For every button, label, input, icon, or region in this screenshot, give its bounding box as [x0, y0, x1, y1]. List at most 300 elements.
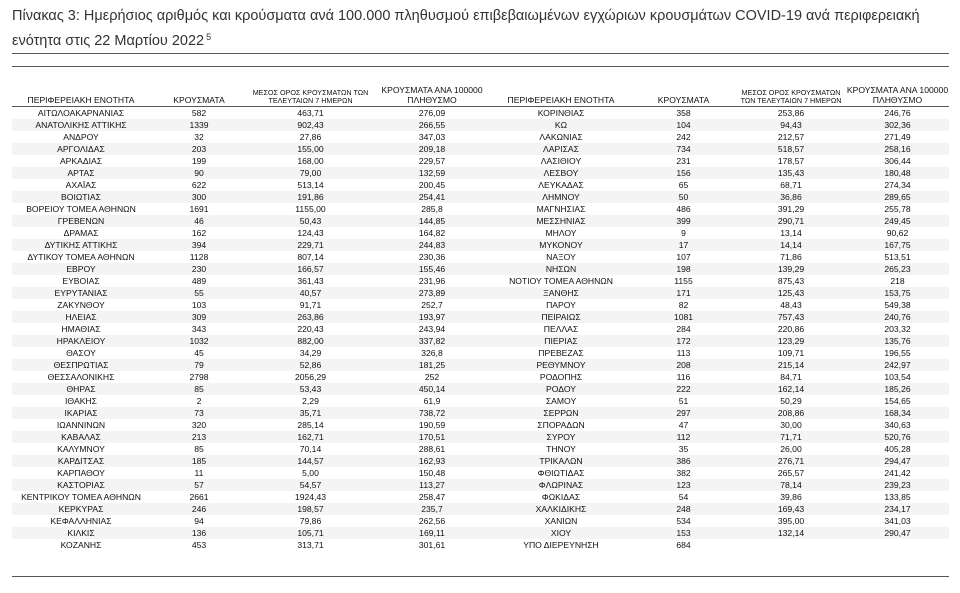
cases-cell: 35: [678, 444, 689, 454]
per100k-cell: 218: [890, 276, 905, 286]
region-cell: ΕΒΡΟΥ: [12, 263, 150, 275]
per100k-cell: 242,97: [846, 359, 949, 371]
per100k-cell: 169,11: [373, 527, 491, 539]
table-row: [12, 263, 949, 275]
region-cell: ΗΡΑΚΛΕΙΟΥ: [12, 335, 150, 347]
avg7-cell: 71,71: [736, 431, 846, 443]
table-row: [12, 251, 949, 263]
per100k-cell: 254,41: [373, 191, 491, 203]
table-row: [12, 167, 949, 179]
table-row: [12, 275, 949, 287]
per100k-cell: 240,76: [846, 311, 949, 323]
per100k-cell: 266,55: [373, 119, 491, 131]
region-cell: ΓΡΕΒΕΝΩΝ: [12, 215, 150, 227]
cases-cell: 85: [150, 383, 248, 395]
avg7-cell: 36,86: [736, 191, 846, 203]
cases-cell: 622: [191, 180, 207, 190]
region-cell: ΘΗΡΑΣ: [12, 383, 150, 395]
avg7-cell: 1155,00: [295, 204, 326, 214]
per100k-cell: 274,34: [884, 180, 911, 190]
region-cell: ΚΑΣΤΟΡΙΑΣ: [12, 479, 150, 491]
table-header-row: [12, 83, 949, 107]
col-header-cases: ΚΡΟΥΣΜΑΤΑ: [150, 83, 248, 107]
table-row: [12, 299, 949, 311]
cases-cell: 171: [631, 287, 736, 299]
table-row: [12, 527, 949, 539]
region-cell: ΚΕΡΚΥΡΑΣ: [12, 503, 150, 515]
region-cell: ΦΘΙΩΤΙΔΑΣ: [537, 468, 585, 478]
avg7-cell: 34,29: [299, 348, 322, 358]
region-cell: ΒΟΙΩΤΙΑΣ: [12, 191, 150, 203]
avg7-cell: 139,29: [736, 263, 846, 275]
avg7-cell: 2,29: [302, 396, 319, 406]
avg7-cell: 50,43: [248, 215, 373, 227]
avg7-cell: 40,57: [248, 287, 373, 299]
region-cell: ΧΙΟΥ: [491, 527, 631, 539]
avg7-cell: 285,14: [297, 420, 324, 430]
cases-cell: 82: [678, 300, 689, 310]
avg7-cell: 757,43: [736, 311, 846, 323]
per100k-cell: 271,49: [884, 132, 911, 142]
avg7-cell: 48,43: [780, 300, 802, 310]
region-cell: ΗΜΑΘΙΑΣ: [61, 324, 101, 334]
col-header-per100k: ΚΡΟΥΣΜΑΤΑ ΑΝΑ 100000 ΠΛΗΘΥΣΜΟ: [846, 85, 949, 105]
region-cell: ΣΕΡΡΩΝ: [491, 407, 631, 419]
region-cell: ΝΟΤΙΟΥ ΤΟΜΕΑ ΑΘΗΝΩΝ: [509, 276, 613, 286]
region-cell: ΚΙΛΚΙΣ: [12, 527, 150, 539]
per100k-cell: 450,14: [373, 383, 491, 395]
cases-cell: 246: [150, 503, 248, 515]
cases-cell: 112: [631, 431, 736, 443]
per100k-cell: 285,8: [421, 204, 443, 214]
region-cell: ΘΑΣΟΥ: [66, 348, 96, 358]
per100k-cell: 306,44: [884, 156, 911, 166]
table-row: [12, 311, 949, 323]
avg7-cell: 91,71: [299, 300, 322, 310]
avg7-cell: 215,14: [736, 359, 846, 371]
region-cell: ΚΑΛΥΜΝΟΥ: [57, 444, 105, 454]
cases-cell: 113: [676, 348, 691, 358]
table-row: [12, 539, 949, 551]
region-cell: ΦΛΩΡΙΝΑΣ: [491, 479, 631, 491]
avg7-cell: 124,43: [297, 228, 324, 238]
avg7-cell: 265,57: [777, 468, 805, 478]
per100k-cell: 276,09: [418, 108, 446, 118]
caption-text: Πίνακας 3: Ημερήσιος αριθμός και κρούσματα ανά 100.000 πληθυσμού επιβεβαιωμένων εγχώριων κρουσμάτων COVID-19 ανά περιφερειακή ενότητα στις 22 Μαρτίου 2022: [12, 8, 920, 49]
avg7-cell: 208,86: [736, 407, 846, 419]
per100k-cell: 241,42: [884, 468, 911, 478]
cases-cell: 45: [194, 348, 204, 358]
table-row: [12, 395, 949, 407]
per100k-cell: 252,7: [421, 300, 443, 310]
table-row: [12, 503, 949, 515]
region-cell: ΣΑΜΟΥ: [545, 396, 577, 406]
region-cell: ΚΩ: [491, 119, 631, 131]
avg7-cell: [736, 539, 846, 551]
table-row: [12, 443, 949, 455]
cases-cell: 79: [150, 359, 248, 371]
avg7-cell: 162,14: [736, 383, 846, 395]
table-row: [12, 431, 949, 443]
cases-cell: 199: [191, 156, 207, 166]
per100k-cell: 196,55: [884, 348, 911, 358]
cases-cell: 453: [191, 540, 207, 550]
table-row: [12, 143, 949, 155]
table-bottom-rule: [12, 576, 949, 577]
cases-cell: 1155: [674, 276, 693, 286]
cases-cell: 534: [676, 516, 691, 526]
avg7-cell: 70,14: [299, 444, 322, 454]
per100k-cell: 244,83: [373, 239, 491, 251]
region-cell: ΘΕΣΣΑΛΟΝΙΚΗΣ: [47, 372, 115, 382]
region-cell: ΑΝΔΡΟΥ: [63, 132, 99, 142]
cases-cell: 65: [678, 180, 689, 190]
avg7-cell: 875,43: [777, 276, 805, 286]
avg7-cell: 463,71: [297, 108, 324, 118]
region-cell: ΜΑΓΝΗΣΙΑΣ: [536, 204, 586, 214]
cases-cell: 2661: [189, 492, 209, 502]
per100k-cell: 170,51: [373, 431, 491, 443]
region-cell: ΚΑΒΑΛΑΣ: [12, 431, 150, 443]
region-cell: ΘΕΣΠΡΩΤΙΑΣ: [12, 359, 150, 371]
region-cell: ΑΡΓΟΛΙΔΑΣ: [12, 143, 150, 155]
cases-cell: 185: [150, 455, 248, 467]
avg7-cell: 109,71: [777, 348, 805, 358]
cases-cell: 1081: [631, 311, 736, 323]
region-cell: ΑΧΑΪΑΣ: [65, 180, 97, 190]
region-cell: ΜΥΚΟΝΟΥ: [491, 239, 631, 251]
region-cell: ΝΑΞΟΥ: [546, 252, 576, 262]
col-header-avg7: ΜΕΣΟΣ ΟΡΟΣ ΚΡΟΥΣΜΑΤΩΝ ΤΩΝ ΤΕΛΕΥΤΑΙΩΝ 7 ΗΜΕΡΩΝ: [248, 83, 373, 107]
region-cell: ΛΕΣΒΟΥ: [491, 167, 631, 179]
per100k-cell: 549,38: [884, 300, 911, 310]
avg7-cell: 35,71: [248, 407, 373, 419]
avg7-cell: 94,43: [736, 119, 846, 131]
per100k-cell: 301,61: [418, 540, 446, 550]
per100k-cell: 150,48: [418, 468, 446, 478]
region-cell: ΖΑΚΥΝΘΟΥ: [57, 300, 105, 310]
table-row: [12, 359, 949, 371]
cases-cell: 2798: [189, 372, 209, 382]
avg7-cell: 84,71: [780, 372, 802, 382]
avg7-cell: 5,00: [302, 468, 319, 478]
per100k-cell: 162,93: [373, 455, 491, 467]
region-cell: ΛΑΚΩΝΙΑΣ: [539, 132, 583, 142]
table-row: [12, 179, 949, 191]
table-row: [12, 455, 949, 467]
per100k-cell: 230,36: [418, 252, 446, 262]
region-cell: ΚΕΝΤΡΙΚΟΥ ΤΟΜΕΑ ΑΘΗΝΩΝ: [21, 492, 141, 502]
avg7-cell: 276,71: [736, 455, 846, 467]
cases-cell: 11: [194, 468, 204, 478]
per100k-cell: 249,45: [846, 215, 949, 227]
cases-cell: 172: [631, 335, 736, 347]
per100k-cell: 289,65: [846, 191, 949, 203]
per100k-cell: 167,75: [846, 239, 949, 251]
region-cell: ΙΘΑΚΗΣ: [65, 396, 97, 406]
cases-cell: 203: [150, 143, 248, 155]
avg7-cell: 882,00: [248, 335, 373, 347]
cases-cell: 1339: [150, 119, 248, 131]
cases-cell: 136: [150, 527, 248, 539]
avg7-cell: 68,71: [780, 180, 802, 190]
cases-cell: 156: [631, 167, 736, 179]
cases-cell: 489: [191, 276, 207, 286]
region-cell: ΑΡΤΑΣ: [12, 167, 150, 179]
per100k-cell: 181,25: [373, 359, 491, 371]
per100k-cell: 235,7: [373, 503, 491, 515]
per100k-cell: 234,17: [846, 503, 949, 515]
region-cell: ΝΗΣΩΝ: [491, 263, 631, 275]
region-cell: ΔΥΤΙΚΗΣ ΑΤΤΙΚΗΣ: [12, 239, 150, 251]
avg7-cell: 395,00: [777, 516, 805, 526]
region-cell: ΕΥΒΟΙΑΣ: [62, 276, 100, 286]
avg7-cell: 220,86: [777, 324, 805, 334]
per100k-cell: 164,82: [418, 228, 446, 238]
region-cell: ΛΑΣΙΘΙΟΥ: [540, 156, 582, 166]
region-cell: ΠΡΕΒΕΖΑΣ: [538, 348, 584, 358]
cases-cell: 17: [631, 239, 736, 251]
region-cell: ΚΟΡΙΝΘΙΑΣ: [537, 108, 585, 118]
per100k-cell: 520,76: [846, 431, 949, 443]
avg7-cell: 50,29: [780, 396, 802, 406]
table-row: [12, 419, 949, 431]
avg7-cell: 162,71: [248, 431, 373, 443]
region-cell: ΣΥΡΟΥ: [491, 431, 631, 443]
avg7-cell: 263,86: [248, 311, 373, 323]
region-cell: ΜΗΛΟΥ: [545, 228, 577, 238]
avg7-cell: 1924,43: [294, 492, 327, 502]
per100k-cell: 326,8: [421, 348, 443, 358]
per100k-cell: 243,94: [418, 324, 446, 334]
avg7-cell: 169,43: [736, 503, 846, 515]
avg7-cell: 168,00: [297, 156, 324, 166]
avg7-cell: 229,71: [248, 239, 373, 251]
cases-cell: 103: [191, 300, 207, 310]
table-row: [12, 239, 949, 251]
table-top-rule: [12, 66, 949, 67]
avg7-cell: 78,14: [736, 479, 846, 491]
cases-cell: 32: [194, 132, 204, 142]
table-row: [12, 287, 949, 299]
cases-cell: 2: [196, 396, 202, 406]
cases-cell: 116: [676, 372, 691, 382]
region-cell: ΠΕΛΛΑΣ: [543, 324, 579, 334]
per100k-cell: 229,57: [418, 156, 446, 166]
avg7-cell: 30,00: [780, 420, 802, 430]
per100k-cell: 135,76: [846, 335, 949, 347]
caption-footnote: 5: [206, 32, 212, 42]
avg7-cell: 2056,29: [294, 372, 327, 382]
cases-cell: 153: [631, 527, 736, 539]
avg7-cell: 79,00: [248, 167, 373, 179]
cases-cell: 57: [150, 479, 248, 491]
avg7-cell: 198,57: [248, 503, 373, 515]
avg7-cell: 79,86: [299, 516, 322, 526]
cases-cell: 242: [676, 132, 691, 142]
per100k-cell: 133,85: [884, 492, 911, 502]
per100k-cell: 144,85: [373, 215, 491, 227]
cases-cell: 50: [631, 191, 736, 203]
cases-cell: 382: [676, 468, 691, 478]
cases-cell: 582: [191, 108, 207, 118]
covid-cases-table: [12, 83, 949, 551]
region-cell: ΡΕΘΥΜΝΟΥ: [491, 359, 631, 371]
cases-cell: 248: [631, 503, 736, 515]
region-cell: ΑΝΑΤΟΛΙΚΗΣ ΑΤΤΙΚΗΣ: [12, 119, 150, 131]
avg7-cell: 105,71: [248, 527, 373, 539]
region-cell: ΞΑΝΘΗΣ: [491, 287, 631, 299]
per100k-cell: [846, 539, 949, 551]
avg7-cell: 290,71: [736, 215, 846, 227]
cases-cell: 300: [150, 191, 248, 203]
per100k-cell: 61,9: [423, 396, 441, 406]
avg7-cell: 54,57: [248, 479, 373, 491]
cases-cell: 684: [676, 540, 691, 550]
top-rule: [12, 53, 949, 54]
per100k-cell: 203,32: [884, 324, 911, 334]
col-header-region: ΠΕΡΙΦΕΡΕΙΑΚΗ ΕΝΟΤΗΤΑ: [491, 83, 631, 107]
cases-cell: 198: [631, 263, 736, 275]
per100k-cell: 294,47: [846, 455, 949, 467]
per100k-cell: 513,51: [884, 252, 911, 262]
region-cell: ΠΕΙΡΑΙΩΣ: [491, 311, 631, 323]
region-cell: ΑΙΤΩΛΟΑΚΑΡΝΑΝΙΑΣ: [37, 108, 125, 118]
avg7-cell: 191,86: [248, 191, 373, 203]
region-cell: ΥΠΟ ΔΙΕΡΕΥΝΗΣΗ: [523, 540, 599, 550]
table-row: [12, 371, 949, 383]
col-header-per100k: ΚΡΟΥΣΜΑΤΑ ΑΝΑ 100000 ΠΛΗΘΥΣΜΟ: [373, 83, 491, 107]
per100k-cell: 168,34: [846, 407, 949, 419]
cases-cell: 358: [676, 108, 691, 118]
per100k-cell: 113,27: [373, 479, 491, 491]
region-cell: ΡΟΔΟΠΗΣ: [539, 372, 583, 382]
cases-cell: 123: [631, 479, 736, 491]
avg7-cell: 212,57: [777, 132, 805, 142]
per100k-cell: 340,63: [884, 420, 911, 430]
per100k-cell: 288,61: [418, 444, 446, 454]
table-row: [12, 335, 949, 347]
table-row: [12, 191, 949, 203]
avg7-cell: 132,14: [736, 527, 846, 539]
cases-cell: 734: [631, 143, 736, 155]
col-header-avg7: ΜΕΣΟΣ ΟΡΟΣ ΚΡΟΥΣΜΑΤΩΝ ΤΩΝ ΤΕΛΕΥΤΑΙΩΝ 7 ΗΜΕΡΩΝ: [736, 83, 846, 107]
avg7-cell: 125,43: [736, 287, 846, 299]
avg7-cell: 71,86: [780, 252, 802, 262]
cases-cell: 51: [678, 396, 689, 406]
region-cell: ΤΗΝΟΥ: [546, 444, 576, 454]
region-cell: ΑΡΚΑΔΙΑΣ: [59, 156, 103, 166]
cases-cell: 399: [631, 215, 736, 227]
avg7-cell: 144,57: [248, 455, 373, 467]
avg7-cell: 178,57: [777, 156, 805, 166]
per100k-cell: 185,26: [846, 383, 949, 395]
per100k-cell: 258,16: [846, 143, 949, 155]
table-row: [12, 407, 949, 419]
per100k-cell: 153,75: [846, 287, 949, 299]
col-header-region: ΠΕΡΙΦΕΡΕΙΑΚΗ ΕΝΟΤΗΤΑ: [12, 83, 150, 107]
region-cell: ΛΗΜΝΟΥ: [491, 191, 631, 203]
cases-cell: 213: [150, 431, 248, 443]
table-row: [12, 347, 949, 359]
cases-cell: 54: [678, 492, 689, 502]
avg7-cell: 220,43: [297, 324, 324, 334]
table-row: [12, 131, 949, 143]
per100k-cell: 265,23: [846, 263, 949, 275]
per100k-cell: 302,36: [846, 119, 949, 131]
avg7-cell: 391,29: [777, 204, 805, 214]
cases-cell: 343: [191, 324, 207, 334]
per100k-cell: 132,59: [373, 167, 491, 179]
per100k-cell: 255,78: [884, 204, 911, 214]
per100k-cell: 239,23: [846, 479, 949, 491]
per100k-cell: 103,54: [884, 372, 911, 382]
cases-cell: 90: [150, 167, 248, 179]
cases-cell: 9: [681, 228, 686, 238]
table-row: [12, 491, 949, 503]
avg7-cell: 253,86: [777, 108, 805, 118]
avg7-cell: 123,29: [736, 335, 846, 347]
avg7-cell: 39,86: [780, 492, 802, 502]
per100k-cell: 90,62: [886, 228, 909, 238]
table-row: [12, 227, 949, 239]
region-cell: ΛΑΡΙΣΑΣ: [491, 143, 631, 155]
col-header-cases: ΚΡΟΥΣΜΑΤΑ: [631, 83, 736, 107]
avg7-cell: 902,43: [248, 119, 373, 131]
cases-cell: 309: [150, 311, 248, 323]
region-cell: ΤΡΙΚΑΛΩΝ: [491, 455, 631, 467]
per100k-cell: 180,48: [846, 167, 949, 179]
region-cell: ΚΟΖΑΝΗΣ: [60, 540, 102, 550]
cases-cell: 46: [150, 215, 248, 227]
per100k-cell: 262,56: [418, 516, 446, 526]
table-row: [12, 215, 949, 227]
cases-cell: 320: [191, 420, 207, 430]
per100k-cell: 252: [424, 372, 440, 382]
avg7-cell: 53,43: [248, 383, 373, 395]
per100k-cell: 193,97: [373, 311, 491, 323]
region-cell: ΧΑΝΙΩΝ: [544, 516, 578, 526]
per100k-cell: 347,03: [418, 132, 446, 142]
cases-cell: 73: [150, 407, 248, 419]
cases-cell: 386: [631, 455, 736, 467]
region-cell: ΛΕΥΚΑΔΑΣ: [538, 180, 584, 190]
avg7-cell: 807,14: [297, 252, 324, 262]
cases-cell: 230: [150, 263, 248, 275]
cases-cell: 85: [194, 444, 204, 454]
table-row: [12, 383, 949, 395]
avg7-cell: 27,86: [299, 132, 322, 142]
cases-cell: 1128: [189, 252, 209, 262]
per100k-cell: 155,46: [373, 263, 491, 275]
table-caption: [12, 6, 948, 52]
cases-cell: 222: [631, 383, 736, 395]
region-cell: ΣΠΟΡΑΔΩΝ: [537, 420, 585, 430]
per100k-cell: 341,03: [884, 516, 911, 526]
avg7-cell: 166,57: [248, 263, 373, 275]
cases-cell: 297: [631, 407, 736, 419]
region-cell: ΚΑΡΔΙΤΣΑΣ: [12, 455, 150, 467]
region-cell: ΔΡΑΜΑΣ: [63, 228, 99, 238]
table-row: [12, 203, 949, 215]
region-cell: ΦΩΚΙΔΑΣ: [541, 492, 581, 502]
region-cell: ΧΑΛΚΙΔΙΚΗΣ: [491, 503, 631, 515]
region-cell: ΒΟΡΕΙΟΥ ΤΟΜΕΑ ΑΘΗΝΩΝ: [26, 204, 136, 214]
avg7-cell: 518,57: [736, 143, 846, 155]
cases-cell: 231: [676, 156, 691, 166]
table-body: [12, 107, 949, 552]
per100k-cell: 190,59: [418, 420, 446, 430]
